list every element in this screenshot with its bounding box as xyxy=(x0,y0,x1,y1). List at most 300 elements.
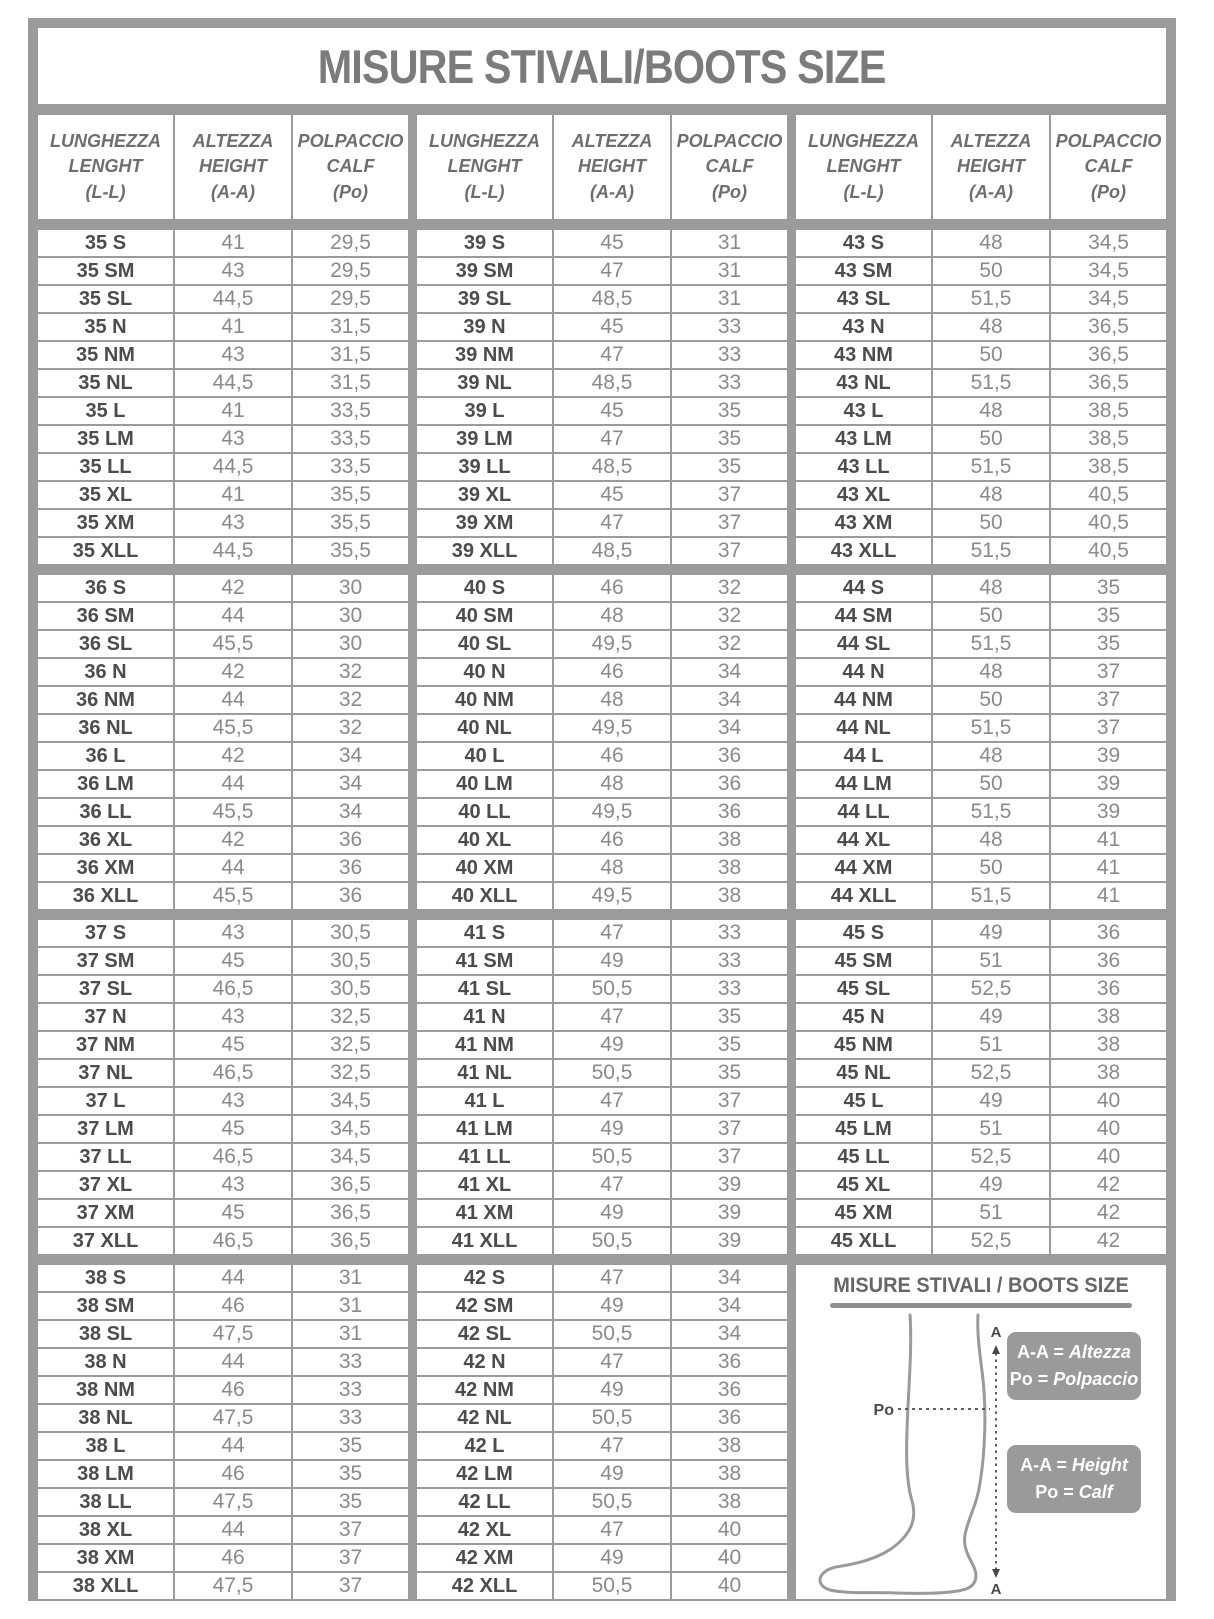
size-label-cell: 38 NM xyxy=(38,1377,173,1403)
size-label-cell: 45 N xyxy=(796,1004,931,1030)
size-label-cell: 45 NL xyxy=(796,1060,931,1086)
calf-value-cell: 31 xyxy=(293,1265,408,1291)
height-value-cell: 48 xyxy=(933,230,1049,256)
calf-value-cell: 38 xyxy=(672,827,787,853)
calf-value-cell: 34 xyxy=(672,1293,787,1319)
size-label-cell: 35 LM xyxy=(38,426,173,452)
calf-value-cell: 38 xyxy=(672,1433,787,1459)
height-value-cell: 52,5 xyxy=(933,1228,1049,1254)
height-value-cell: 46,5 xyxy=(175,1144,291,1170)
height-value-cell: 47,5 xyxy=(175,1321,291,1347)
size-label-cell: 39 L xyxy=(417,398,552,424)
height-value-cell: 46 xyxy=(175,1545,291,1571)
height-value-cell: 50 xyxy=(933,603,1049,629)
height-value-cell: 42 xyxy=(175,575,291,601)
height-value-cell: 43 xyxy=(175,1004,291,1030)
height-value-cell: 42 xyxy=(175,827,291,853)
height-value-cell: 47 xyxy=(554,1433,670,1459)
size-block-36 xyxy=(38,575,408,909)
size-table-column-2 xyxy=(417,115,787,1599)
calf-label: Po xyxy=(873,1402,894,1419)
table-blocks xyxy=(38,230,408,1599)
calf-value-cell: 35 xyxy=(293,1489,408,1515)
calf-value-cell: 40 xyxy=(672,1545,787,1571)
height-value-cell: 44 xyxy=(175,771,291,797)
calf-value-cell: 35 xyxy=(1051,575,1166,601)
calf-value-cell: 31 xyxy=(293,1293,408,1319)
size-label-cell: 40 L xyxy=(417,743,552,769)
calf-value-cell: 34 xyxy=(672,659,787,685)
size-label-cell: 45 LL xyxy=(796,1144,931,1170)
height-value-cell: 47 xyxy=(554,1172,670,1198)
calf-value-cell: 31,5 xyxy=(293,370,408,396)
calf-value-cell: 34,5 xyxy=(293,1088,408,1114)
size-label-cell: 43 XL xyxy=(796,482,931,508)
calf-value-cell: 34 xyxy=(293,743,408,769)
size-block-38 xyxy=(38,1265,408,1599)
height-value-cell: 47 xyxy=(554,1088,670,1114)
size-label-cell: 39 LL xyxy=(417,454,552,480)
height-label-bottom: A xyxy=(990,1581,1002,1598)
calf-value-cell: 37 xyxy=(672,1144,787,1170)
size-label-cell: 42 S xyxy=(417,1265,552,1291)
size-label-cell: 40 XLL xyxy=(417,883,552,909)
size-label-cell: 40 LL xyxy=(417,799,552,825)
chart-outer-frame xyxy=(28,18,1176,1601)
size-label-cell: 36 SM xyxy=(38,603,173,629)
column-header-cell: LUNGHEZZA LENGHT (L-L) xyxy=(38,115,173,219)
height-value-cell: 49 xyxy=(554,1200,670,1226)
height-value-cell: 47,5 xyxy=(175,1489,291,1515)
height-value-cell: 51 xyxy=(933,1116,1049,1142)
height-value-cell: 48,5 xyxy=(554,286,670,312)
calf-value-cell: 37 xyxy=(672,1088,787,1114)
size-label-cell: 38 SL xyxy=(38,1321,173,1347)
calf-value-cell: 38 xyxy=(1051,1032,1166,1058)
size-label-cell: 43 XM xyxy=(796,510,931,536)
calf-value-cell: 34,5 xyxy=(1051,286,1166,312)
size-label-cell: 44 S xyxy=(796,575,931,601)
size-label-cell: 38 XL xyxy=(38,1517,173,1543)
height-value-cell: 51,5 xyxy=(933,715,1049,741)
calf-value-cell: 29,5 xyxy=(293,230,408,256)
height-value-cell: 51,5 xyxy=(933,286,1049,312)
size-label-cell: 42 LL xyxy=(417,1489,552,1515)
size-label-cell: 38 N xyxy=(38,1349,173,1375)
size-block-41 xyxy=(417,920,787,1254)
size-label-cell: 36 SL xyxy=(38,631,173,657)
height-value-cell: 48,5 xyxy=(554,454,670,480)
table-blocks xyxy=(796,230,1166,1254)
calf-value-cell: 36 xyxy=(1051,948,1166,974)
calf-value-cell: 33,5 xyxy=(293,398,408,424)
calf-value-cell: 32 xyxy=(672,631,787,657)
size-label-cell: 41 NL xyxy=(417,1060,552,1086)
size-label-cell: 45 S xyxy=(796,920,931,946)
calf-value-cell: 41 xyxy=(1051,883,1166,909)
height-value-cell: 51 xyxy=(933,1200,1049,1226)
calf-value-cell: 34,5 xyxy=(293,1144,408,1170)
size-label-cell: 44 XL xyxy=(796,827,931,853)
size-label-cell: 35 XL xyxy=(38,482,173,508)
size-label-cell: 44 LL xyxy=(796,799,931,825)
calf-value-cell: 34,5 xyxy=(1051,258,1166,284)
height-value-cell: 47 xyxy=(554,1004,670,1030)
calf-value-cell: 39 xyxy=(672,1200,787,1226)
calf-value-cell: 41 xyxy=(1051,827,1166,853)
calf-value-cell: 36,5 xyxy=(293,1172,408,1198)
height-value-cell: 47 xyxy=(554,510,670,536)
size-label-cell: 39 XLL xyxy=(417,538,552,564)
height-value-cell: 50,5 xyxy=(554,1228,670,1254)
size-label-cell: 41 NM xyxy=(417,1032,552,1058)
height-value-cell: 44 xyxy=(175,1265,291,1291)
size-label-cell: 35 S xyxy=(38,230,173,256)
height-value-cell: 50,5 xyxy=(554,1060,670,1086)
height-value-cell: 50,5 xyxy=(554,1573,670,1599)
height-value-cell: 48 xyxy=(933,482,1049,508)
calf-value-cell: 38,5 xyxy=(1051,454,1166,480)
legend-key-english xyxy=(1007,1445,1141,1513)
calf-value-cell: 34 xyxy=(672,1321,787,1347)
calf-value-cell: 35 xyxy=(672,454,787,480)
calf-value-cell: 32,5 xyxy=(293,1004,408,1030)
height-value-cell: 49 xyxy=(933,1004,1049,1030)
legend-panel xyxy=(796,1265,1166,1599)
height-value-cell: 46 xyxy=(175,1461,291,1487)
calf-value-cell: 37 xyxy=(1051,659,1166,685)
height-value-cell: 51,5 xyxy=(933,799,1049,825)
size-label-cell: 40 XM xyxy=(417,855,552,881)
calf-value-cell: 41 xyxy=(1051,855,1166,881)
height-value-cell: 44,5 xyxy=(175,370,291,396)
size-table-column-3 xyxy=(796,115,1166,1599)
calf-value-cell: 36,5 xyxy=(1051,342,1166,368)
size-label-cell: 42 NM xyxy=(417,1377,552,1403)
height-value-cell: 49 xyxy=(933,1088,1049,1114)
calf-value-cell: 37 xyxy=(1051,715,1166,741)
size-label-cell: 43 L xyxy=(796,398,931,424)
size-label-cell: 36 NM xyxy=(38,687,173,713)
height-value-cell: 48 xyxy=(554,603,670,629)
size-label-cell: 41 SL xyxy=(417,976,552,1002)
calf-value-cell: 37 xyxy=(672,1116,787,1142)
height-value-cell: 50,5 xyxy=(554,1144,670,1170)
height-value-cell: 43 xyxy=(175,920,291,946)
calf-value-cell: 31,5 xyxy=(293,314,408,340)
calf-value-cell: 35,5 xyxy=(293,538,408,564)
height-value-cell: 50 xyxy=(933,258,1049,284)
height-value-cell: 52,5 xyxy=(933,1060,1049,1086)
size-label-cell: 37 SL xyxy=(38,976,173,1002)
calf-value-cell: 33 xyxy=(293,1405,408,1431)
size-label-cell: 43 LL xyxy=(796,454,931,480)
calf-value-cell: 33 xyxy=(672,342,787,368)
height-value-cell: 50 xyxy=(933,771,1049,797)
calf-value-cell: 31 xyxy=(672,230,787,256)
height-label-top: A xyxy=(990,1324,1002,1341)
calf-value-cell: 38,5 xyxy=(1051,426,1166,452)
height-value-cell: 46 xyxy=(175,1293,291,1319)
column-header-cell: POLPACCIO CALF (Po) xyxy=(672,115,787,219)
height-value-cell: 47 xyxy=(554,426,670,452)
calf-value-cell: 40,5 xyxy=(1051,538,1166,564)
height-value-cell: 51,5 xyxy=(933,883,1049,909)
height-value-cell: 49 xyxy=(554,1461,670,1487)
size-label-cell: 40 SM xyxy=(417,603,552,629)
calf-value-cell: 42 xyxy=(1051,1200,1166,1226)
legend-title: MISURE STIVALI / BOOTS SIZE xyxy=(833,1274,1129,1297)
size-label-cell: 37 XL xyxy=(38,1172,173,1198)
height-value-cell: 51,5 xyxy=(933,631,1049,657)
calf-value-cell: 34 xyxy=(293,771,408,797)
size-label-cell: 37 LL xyxy=(38,1144,173,1170)
height-value-cell: 50 xyxy=(933,342,1049,368)
calf-value-cell: 36 xyxy=(672,1349,787,1375)
height-value-cell: 41 xyxy=(175,398,291,424)
height-value-cell: 48 xyxy=(933,314,1049,340)
height-value-cell: 50 xyxy=(933,510,1049,536)
size-label-cell: 42 XL xyxy=(417,1517,552,1543)
height-value-cell: 42 xyxy=(175,659,291,685)
size-block-45 xyxy=(796,920,1166,1254)
calf-value-cell: 35 xyxy=(672,1032,787,1058)
table-header-row xyxy=(417,115,787,219)
size-label-cell: 36 S xyxy=(38,575,173,601)
calf-value-cell: 30,5 xyxy=(293,920,408,946)
calf-value-cell: 35 xyxy=(672,398,787,424)
calf-value-cell: 38 xyxy=(1051,1060,1166,1086)
size-label-cell: 41 LL xyxy=(417,1144,552,1170)
calf-value-cell: 30 xyxy=(293,631,408,657)
size-label-cell: 41 S xyxy=(417,920,552,946)
calf-value-cell: 39 xyxy=(1051,771,1166,797)
title-bar xyxy=(38,28,1166,104)
size-label-cell: 45 XL xyxy=(796,1172,931,1198)
height-value-cell: 45 xyxy=(554,230,670,256)
calf-value-cell: 35,5 xyxy=(293,510,408,536)
calf-value-cell: 39 xyxy=(1051,799,1166,825)
size-label-cell: 37 NM xyxy=(38,1032,173,1058)
calf-value-cell: 39 xyxy=(672,1228,787,1254)
size-label-cell: 38 XLL xyxy=(38,1573,173,1599)
calf-value-cell: 32 xyxy=(672,603,787,629)
height-value-cell: 48 xyxy=(933,659,1049,685)
calf-value-cell: 31 xyxy=(672,286,787,312)
size-label-cell: 40 SL xyxy=(417,631,552,657)
calf-value-cell: 40 xyxy=(672,1517,787,1543)
size-label-cell: 42 LM xyxy=(417,1461,552,1487)
size-label-cell: 37 S xyxy=(38,920,173,946)
size-label-cell: 44 LM xyxy=(796,771,931,797)
height-value-cell: 47 xyxy=(554,258,670,284)
size-label-cell: 35 NM xyxy=(38,342,173,368)
size-block-44 xyxy=(796,575,1166,909)
calf-value-cell: 29,5 xyxy=(293,258,408,284)
calf-value-cell: 32 xyxy=(672,575,787,601)
height-value-cell: 50 xyxy=(933,687,1049,713)
calf-value-cell: 30,5 xyxy=(293,948,408,974)
calf-value-cell: 35 xyxy=(1051,603,1166,629)
height-value-cell: 43 xyxy=(175,1172,291,1198)
height-value-cell: 51,5 xyxy=(933,370,1049,396)
height-value-cell: 51,5 xyxy=(933,454,1049,480)
calf-value-cell: 40 xyxy=(1051,1144,1166,1170)
calf-value-cell: 33 xyxy=(672,370,787,396)
size-block-43 xyxy=(796,230,1166,564)
height-value-cell: 45 xyxy=(175,1200,291,1226)
height-value-cell: 49 xyxy=(933,1172,1049,1198)
height-value-cell: 44 xyxy=(175,1349,291,1375)
size-label-cell: 41 XM xyxy=(417,1200,552,1226)
calf-value-cell: 35 xyxy=(293,1433,408,1459)
height-value-cell: 46,5 xyxy=(175,976,291,1002)
height-value-cell: 45,5 xyxy=(175,883,291,909)
height-value-cell: 49 xyxy=(554,1545,670,1571)
height-value-cell: 45 xyxy=(554,398,670,424)
height-value-cell: 44 xyxy=(175,1517,291,1543)
calf-value-cell: 34 xyxy=(672,715,787,741)
size-block-42 xyxy=(417,1265,787,1599)
height-value-cell: 46 xyxy=(554,575,670,601)
height-value-cell: 51,5 xyxy=(933,538,1049,564)
calf-value-cell: 37 xyxy=(293,1517,408,1543)
height-value-cell: 52,5 xyxy=(933,1144,1049,1170)
calf-value-cell: 40,5 xyxy=(1051,482,1166,508)
arrow-down-icon xyxy=(992,1569,1000,1578)
size-block-39 xyxy=(417,230,787,564)
calf-value-cell: 40 xyxy=(1051,1088,1166,1114)
height-value-cell: 41 xyxy=(175,314,291,340)
legend-line: A-A = Height xyxy=(1020,1455,1128,1475)
calf-value-cell: 33 xyxy=(293,1377,408,1403)
size-label-cell: 38 XM xyxy=(38,1545,173,1571)
height-value-cell: 43 xyxy=(175,258,291,284)
size-label-cell: 45 SL xyxy=(796,976,931,1002)
size-label-cell: 43 S xyxy=(796,230,931,256)
column-header-cell: ALTEZZA HEIGHT (A-A) xyxy=(554,115,670,219)
size-label-cell: 35 SM xyxy=(38,258,173,284)
calf-value-cell: 30 xyxy=(293,575,408,601)
table-header-row xyxy=(796,115,1166,219)
size-label-cell: 36 LL xyxy=(38,799,173,825)
calf-value-cell: 36 xyxy=(1051,976,1166,1002)
calf-value-cell: 32,5 xyxy=(293,1032,408,1058)
calf-value-cell: 40,5 xyxy=(1051,510,1166,536)
calf-value-cell: 37 xyxy=(672,482,787,508)
height-value-cell: 41 xyxy=(175,230,291,256)
height-value-cell: 46,5 xyxy=(175,1228,291,1254)
height-value-cell: 49 xyxy=(554,1293,670,1319)
calf-value-cell: 40 xyxy=(672,1573,787,1599)
height-value-cell: 50,5 xyxy=(554,976,670,1002)
calf-value-cell: 33 xyxy=(672,948,787,974)
calf-value-cell: 36 xyxy=(293,827,408,853)
calf-value-cell: 39 xyxy=(1051,743,1166,769)
size-label-cell: 44 SM xyxy=(796,603,931,629)
calf-value-cell: 36 xyxy=(672,799,787,825)
calf-value-cell: 31,5 xyxy=(293,342,408,368)
height-value-cell: 46 xyxy=(554,659,670,685)
calf-value-cell: 38 xyxy=(672,1489,787,1515)
height-value-cell: 44,5 xyxy=(175,454,291,480)
column-header-cell: ALTEZZA HEIGHT (A-A) xyxy=(933,115,1049,219)
column-header-cell: ALTEZZA HEIGHT (A-A) xyxy=(175,115,291,219)
column-header-cell: POLPACCIO CALF (Po) xyxy=(1051,115,1166,219)
calf-value-cell: 36,5 xyxy=(1051,370,1166,396)
size-label-cell: 36 XLL xyxy=(38,883,173,909)
size-label-cell: 43 NL xyxy=(796,370,931,396)
height-value-cell: 43 xyxy=(175,510,291,536)
calf-value-cell: 32 xyxy=(293,659,408,685)
height-value-cell: 49,5 xyxy=(554,883,670,909)
height-value-cell: 44 xyxy=(175,1433,291,1459)
calf-value-cell: 36,5 xyxy=(1051,314,1166,340)
table-columns xyxy=(38,115,1166,1599)
size-label-cell: 44 NM xyxy=(796,687,931,713)
calf-value-cell: 42 xyxy=(1051,1172,1166,1198)
calf-value-cell: 37 xyxy=(672,538,787,564)
height-value-cell: 44,5 xyxy=(175,286,291,312)
size-label-cell: 43 SM xyxy=(796,258,931,284)
height-value-cell: 41 xyxy=(175,482,291,508)
size-label-cell: 36 XL xyxy=(38,827,173,853)
height-value-cell: 44 xyxy=(175,855,291,881)
height-value-cell: 49,5 xyxy=(554,715,670,741)
size-label-cell: 43 XLL xyxy=(796,538,931,564)
height-value-cell: 46 xyxy=(175,1377,291,1403)
calf-value-cell: 32,5 xyxy=(293,1060,408,1086)
size-label-cell: 35 SL xyxy=(38,286,173,312)
table-blocks xyxy=(417,230,787,1599)
size-label-cell: 40 NL xyxy=(417,715,552,741)
height-value-cell: 47 xyxy=(554,920,670,946)
height-value-cell: 47 xyxy=(554,1349,670,1375)
size-label-cell: 44 XM xyxy=(796,855,931,881)
height-value-cell: 49 xyxy=(554,1377,670,1403)
table-header-row xyxy=(38,115,408,219)
height-value-cell: 48 xyxy=(554,687,670,713)
height-value-cell: 48 xyxy=(554,771,670,797)
height-value-cell: 45 xyxy=(175,1032,291,1058)
calf-value-cell: 34 xyxy=(672,687,787,713)
height-value-cell: 43 xyxy=(175,1088,291,1114)
height-value-cell: 49,5 xyxy=(554,631,670,657)
calf-value-cell: 36 xyxy=(672,743,787,769)
calf-value-cell: 42 xyxy=(1051,1228,1166,1254)
size-label-cell: 42 NL xyxy=(417,1405,552,1431)
calf-value-cell: 36 xyxy=(293,855,408,881)
size-label-cell: 45 NM xyxy=(796,1032,931,1058)
size-label-cell: 39 NL xyxy=(417,370,552,396)
size-label-cell: 40 N xyxy=(417,659,552,685)
height-value-cell: 49 xyxy=(554,1032,670,1058)
size-label-cell: 41 N xyxy=(417,1004,552,1030)
size-label-cell: 38 S xyxy=(38,1265,173,1291)
height-value-cell: 43 xyxy=(175,342,291,368)
calf-value-cell: 29,5 xyxy=(293,286,408,312)
size-label-cell: 35 N xyxy=(38,314,173,340)
size-label-cell: 41 XLL xyxy=(417,1228,552,1254)
calf-value-cell: 34,5 xyxy=(293,1116,408,1142)
size-label-cell: 35 NL xyxy=(38,370,173,396)
calf-value-cell: 38,5 xyxy=(1051,398,1166,424)
size-label-cell: 36 L xyxy=(38,743,173,769)
height-value-cell: 51 xyxy=(933,1032,1049,1058)
size-label-cell: 41 LM xyxy=(417,1116,552,1142)
calf-value-cell: 33,5 xyxy=(293,426,408,452)
size-label-cell: 42 XM xyxy=(417,1545,552,1571)
